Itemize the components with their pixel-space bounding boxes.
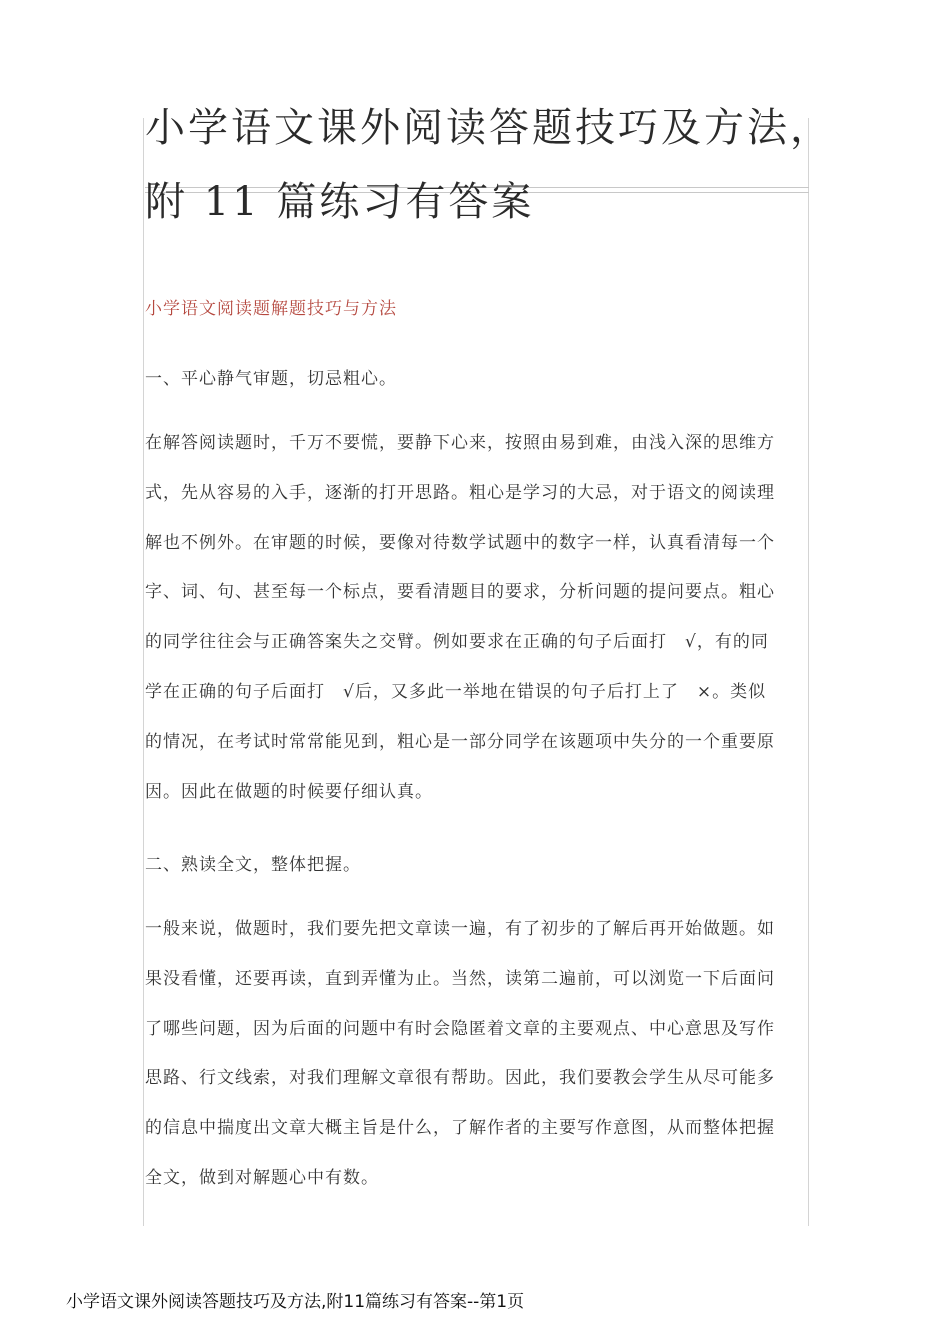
paragraph-line: 解也不例外。在审题的时候，要像对待数学试题中的数字一样，认真看清每一个 bbox=[145, 532, 775, 553]
document-title-line-2: 附 11 篇练习有答案 bbox=[145, 179, 535, 225]
section-1-paragraph bbox=[145, 432, 807, 830]
paragraph-line: 字、词、句、甚至每一个标点，要看清题目的要求，分析问题的提问要点。粗心 bbox=[145, 582, 775, 603]
paragraph-line: 了哪些问题，因为后面的问题中有时会隐匿着文章的主要观点、中心意思及写作 bbox=[145, 1018, 775, 1039]
document-title-line-1: 小学语文课外阅读答题技巧及方法， bbox=[145, 105, 833, 151]
paragraph-line: 学在正确的句子后面打 √后，又多此一举地在错误的句子后打上了 ×。类似 bbox=[145, 681, 767, 702]
section-1-heading: 一、平心静气审题，切忌粗心。 bbox=[145, 369, 397, 389]
paragraph-line: 的同学往往会与正确答案失之交臂。例如要求在正确的句子后面打 √，有的同 bbox=[145, 632, 769, 653]
paragraph-line: 式，先从容易的入手，逐渐的打开思路。粗心是学习的大忌，对于语文的阅读理 bbox=[145, 482, 775, 503]
page-footer: 小学语文课外阅读答题技巧及方法,附11篇练习有答案--第1页 bbox=[66, 1292, 525, 1312]
paragraph-line: 思路、行文线索，对我们理解文章很有帮助。因此，我们要教会学生从尽可能多 bbox=[145, 1068, 775, 1089]
paragraph-line: 的情况，在考试时常常能见到，粗心是一部分同学在该题项中失分的一个重要原 bbox=[145, 731, 775, 752]
paragraph-line: 在解答阅读题时，千万不要慌，要静下心来，按照由易到难，由浅入深的思维方 bbox=[145, 433, 775, 453]
paragraph-line: 一般来说，做题时，我们要先把文章读一遍，有了初步的了解后再开始做题。如 bbox=[145, 919, 775, 939]
document-subtitle: 小学语文阅读题解题技巧与方法 bbox=[145, 299, 397, 319]
section-2-paragraph bbox=[145, 918, 807, 1217]
frame-left-rule bbox=[143, 118, 144, 1226]
section-2-heading: 二、熟读全文，整体把握。 bbox=[145, 855, 361, 875]
paragraph-line: 因。因此在做题的时候要仔细认真。 bbox=[145, 781, 433, 802]
frame-right-rule bbox=[808, 118, 809, 1226]
paragraph-line: 全文，做到对解题心中有数。 bbox=[145, 1167, 379, 1188]
paragraph-line: 的信息中揣度出文章大概主旨是什么，了解作者的主要写作意图，从而整体把握 bbox=[145, 1118, 775, 1139]
paragraph-line: 果没看懂，还要再读，直到弄懂为止。当然，读第二遍前，可以浏览一下后面问 bbox=[145, 968, 775, 989]
